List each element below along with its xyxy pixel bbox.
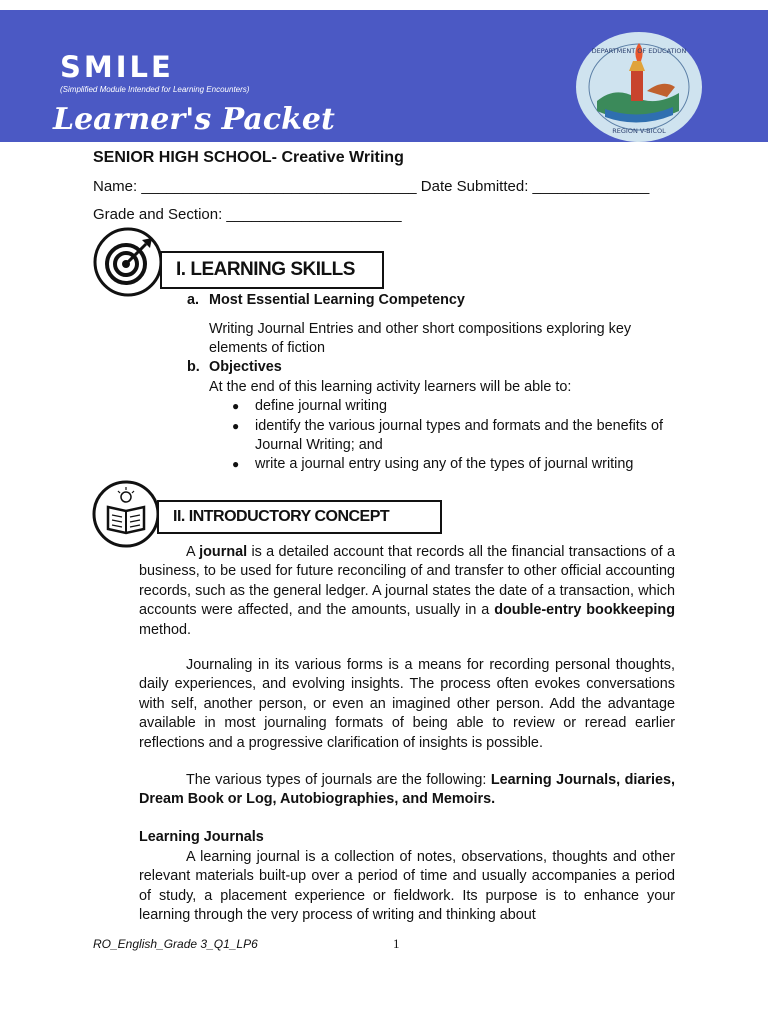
text-run: method. [139, 621, 191, 638]
objectives-intro: At the end of this learning activity learners will be able to: [209, 379, 572, 395]
deped-seal-icon [575, 31, 703, 143]
book-idea-icon [92, 479, 164, 549]
packet-title: Learner's Packet [53, 102, 335, 137]
competency-text: Writing Journal Entries and other short compositions exploring key elements of fiction [209, 321, 632, 357]
text-run: A [186, 544, 200, 560]
objectives-label: Objectives [209, 359, 282, 375]
paragraph-journaling: Journaling in its various forms is a means for recording personal thoughts, daily experiences, and evolving insights. The process often evokes conversations with self, another person, or even an imagined other person. Add the advantage available in most journaling formats of being able to review or reread earlier reflections and a progressive clarification of insights is possible. [139, 657, 675, 751]
competency-label: Most Essential Learning Competency [209, 292, 465, 308]
document-title: SENIOR HIGH SCHOOL- Creative Writing [93, 149, 404, 166]
item-a-marker: a. [187, 292, 200, 308]
seal-top-text: DEPARTMENT OF EDUCATION [591, 47, 687, 55]
section-2-heading-text: II. INTRODUCTORY CONCEPT [173, 508, 390, 525]
brand-logo-text: SMILE [60, 50, 174, 84]
section-2-heading [157, 500, 442, 534]
objective-bullet [232, 397, 682, 416]
paragraph-journal-types [139, 771, 675, 810]
section-1-heading-text: I. LEARNING SKILLS [176, 259, 355, 280]
bold-journal-types: Learning Journals, diaries, Dream Book or Log, Autobiographies, and Memoirs. [139, 772, 675, 808]
objective-text: define journal writing [255, 398, 387, 414]
page-number: 1 [393, 936, 400, 951]
text-run: The various types of journals are the following: [186, 772, 491, 788]
text-run: is a detailed account that records all the financial transactions of a business, to be used for future reconciling of and transfer to other official accounting records, such as the general ledger. A journal states the date of a transaction, which accounts were affected, and the amounts, usually in a [139, 544, 675, 619]
objective-bullet [232, 417, 682, 456]
item-b-marker: b. [187, 359, 200, 375]
subheading-learning-journals: Learning Journals [139, 829, 264, 845]
section-1-heading [160, 251, 384, 289]
bullet-dot: ● [232, 419, 240, 433]
objective-text: write a journal entry using any of the types of journal writing [255, 456, 634, 472]
bold-term-journal: journal [199, 544, 248, 560]
footer-code: RO_English_Grade 3_Q1_LP6 [93, 937, 258, 951]
seal-bottom-text: REGION V-BICOL [612, 127, 666, 135]
paragraph-learning-journals: A learning journal is a collection of notes, observations, thoughts and other relevant materials built-up over a period of time and usually accompanies a period of study, a placement experience or fieldwork. Its purpose is to enhance your learning through the very process of writing and thinking about [139, 849, 675, 924]
objective-text: identify the various journal types and formats and the benefits of Journal Writing; and [255, 418, 663, 454]
bullet-dot: ● [232, 457, 240, 471]
header-banner [0, 10, 768, 142]
brand-subtitle: (Simplified Module Intended for Learning Encounters) [60, 85, 250, 94]
bullet-dot: ● [232, 399, 240, 413]
target-icon [92, 226, 168, 298]
objective-bullet [232, 455, 682, 474]
paragraph-journal-definition [139, 543, 675, 640]
name-date-row: Name: _________________________________ Date Submitted: ______________ [93, 178, 650, 195]
bold-term-bookkeeping: double-entry bookkeeping [494, 602, 676, 619]
grade-section-row: Grade and Section: _____________________ [93, 206, 402, 223]
